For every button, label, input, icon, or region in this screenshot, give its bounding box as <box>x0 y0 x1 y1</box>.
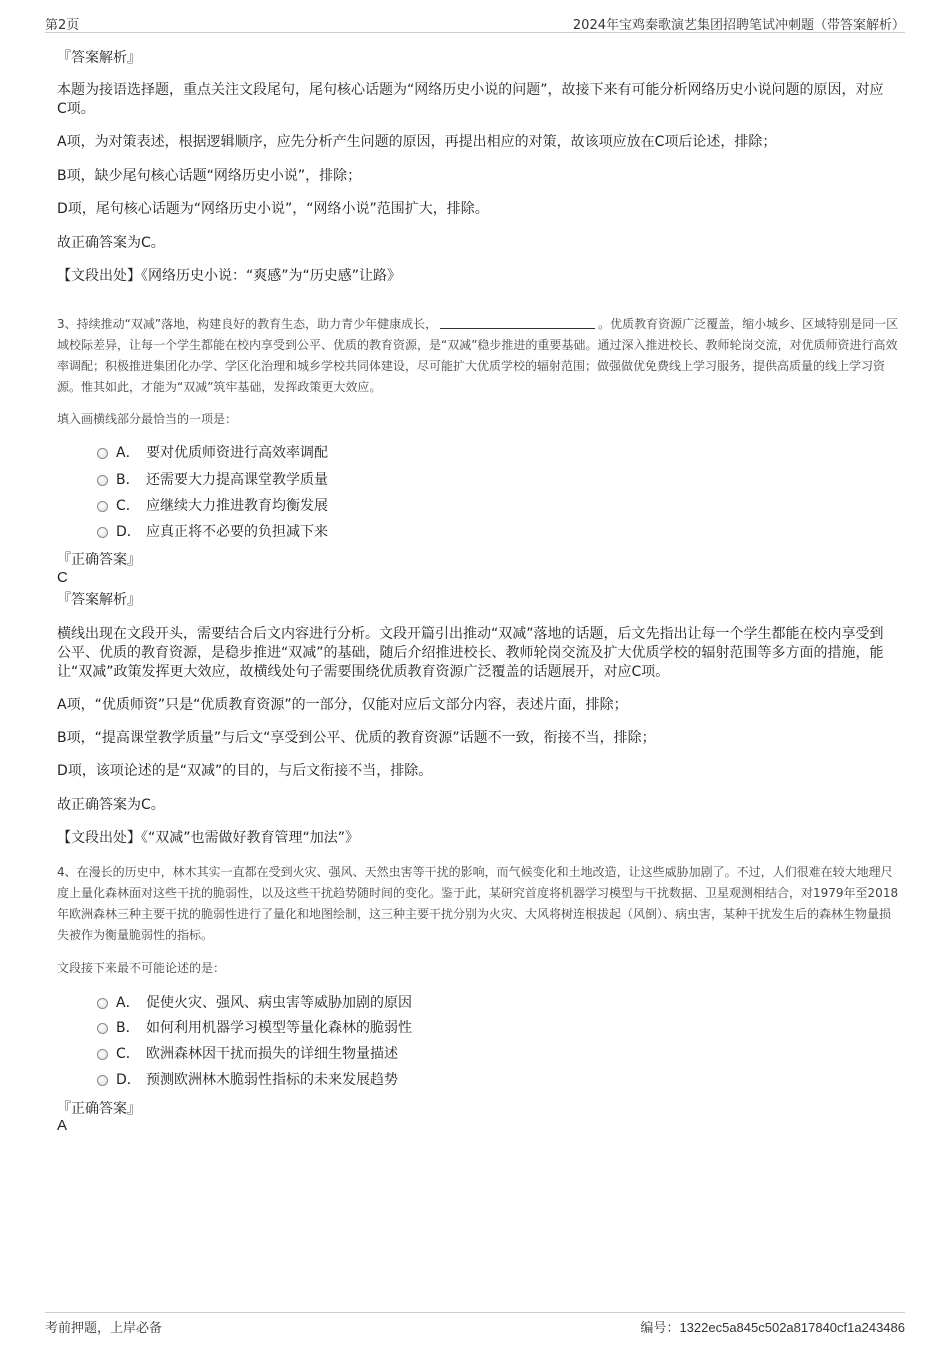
analysis-paragraph: D项，尾句核心话题为“网络历史小说”，“网络小说”范围扩大，排除。 <box>57 201 489 217</box>
radio-icon[interactable] <box>97 1049 108 1060</box>
analysis-conclusion: 故正确答案为C。 <box>57 235 165 251</box>
radio-icon[interactable] <box>97 1023 108 1034</box>
fill-blank <box>440 316 595 329</box>
document-id-value: 1322ec5a845c502a817840cf1a243486 <box>679 1320 905 1335</box>
footer-slogan: 考前押题，上岸必备 <box>45 1321 163 1336</box>
option-b[interactable]: B． 如何利用机器学习模型等量化森林的脆弱性 <box>97 1019 412 1037</box>
option-d[interactable]: D． 应真正将不必要的负担减下来 <box>97 523 328 541</box>
option-d[interactable]: D． 预测欧洲林木脆弱性指标的未来发展趋势 <box>97 1071 398 1089</box>
analysis-paragraph: D项，该项论述的是“双减”的目的，与后文衔接不当，排除。 <box>57 763 433 779</box>
answer-analysis-label: 『答案解析』 <box>57 592 141 608</box>
analysis-conclusion: 故正确答案为C。 <box>57 797 165 813</box>
correct-answer: A <box>57 1117 68 1134</box>
radio-icon[interactable] <box>97 1075 108 1086</box>
question-stem: 4、在漫长的历史中，林木其实一直都在受到火灾、强风、天然虫害等干扰的影响，而气候变化和土地改造，让这些威胁加剧了。不过，人们很难在较大地理尺度上量化森林面对这些干扰的脆弱性，以及这些干扰趋势随时间的变化。鉴于此，某研究首度将机器学习模型与干扰数据、卫星观测相结合，对1979年至2018年欧洲森林三种主要干扰的脆弱性进行了量化和地图绘制，这三种主要干扰分别为火灾、大风将树连根拔起（风倒）、病虫害，某种干扰发生后的森林生物量损失被作为衡量脆弱性的指标。 <box>57 865 899 942</box>
document-id <box>640 1317 905 1336</box>
radio-icon[interactable] <box>97 998 108 1009</box>
radio-icon[interactable] <box>97 475 108 486</box>
page-footer <box>45 1312 905 1335</box>
analysis-paragraph: B项，“提高课堂教学质量”与后文“享受到公平、优质的教育资源”话题不一致，衔接不当，排除； <box>57 730 656 746</box>
option-b[interactable]: B． 还需要大力提高课堂教学质量 <box>97 471 328 489</box>
stem-text: 3、持续推动“双减”落地，构建良好的教育生态，助力青少年健康成长， <box>57 317 438 331</box>
analysis-paragraph: B项，缺少尾句核心话题“网络历史小说”，排除； <box>57 168 362 184</box>
document-title: 2024年宝鸡秦歌演艺集团招聘笔试冲刺题（带答案解析） <box>572 18 905 33</box>
source-citation: 【文段出处】《网络历史小说：“爽感”为“历史感”让路》 <box>57 268 402 284</box>
correct-answer-label: 『正确答案』 <box>57 1101 141 1117</box>
analysis-paragraph: A项，“优质师资”只是“优质教育资源”的一部分，仅能对应后文部分内容，表述片面，排除； <box>57 697 628 713</box>
page-header <box>45 12 905 33</box>
analysis-paragraph: 本题为接语选择题，重点关注文段尾句，尾句核心话题为“网络历史小说的问题”，故接下来有可能分析网络历史小说问题的原因，对应C项。 <box>57 82 884 117</box>
option-c[interactable]: C． 欧洲森林因干扰而损失的详细生物量描述 <box>97 1045 398 1063</box>
stem-text: 。优质教育资源广泛覆盖，缩小城乡、区域特别是同一区域校际差异，让每一个学生都能在校内享受到公平、优质的教育资源，是“双减”稳步推进的重要基础。通过深入推进校长、教师轮岗交流，对优质师资进行高效率调配；积极推进集团化办学、学区化治理和城乡学校共同体建设，尽可能扩大优质学校的辐射范围；做强做优免费线上学习服务，提供高质量的线上学习资源。惟其如此，才能为“双减”筑牢基础，发挥政策更大效应。 <box>57 317 899 394</box>
option-c[interactable]: C． 应继续大力推进教育均衡发展 <box>97 497 328 515</box>
correct-answer-label: 『正确答案』 <box>57 552 141 568</box>
correct-answer: C <box>57 569 68 586</box>
question-stem <box>57 314 899 398</box>
radio-icon[interactable] <box>97 448 108 459</box>
question-prompt: 填入画横线部分最恰当的一项是： <box>57 412 238 426</box>
option-a[interactable]: A． 促使火灾、强风、病虫害等威胁加剧的原因 <box>97 994 412 1012</box>
question-prompt: 文段接下来最不可能论述的是： <box>57 961 226 975</box>
analysis-paragraph: 横线出现在文段开头，需要结合后文内容进行分析。文段开篇引出推动“双减”落地的话题，后文先指出让每一个学生都能在校内享受到公平、优质的教育资源，是稳步推进“双减”的基础，随后介绍推进校长、教师轮岗交流及扩大优质学校的辐射范围等多方面的措施，能让“双减”政策发挥更大效应，故横线处句子需要围绕优质教育资源广泛覆盖的话题展开，对应C项。 <box>57 626 884 680</box>
radio-icon[interactable] <box>97 527 108 538</box>
radio-icon[interactable] <box>97 501 108 512</box>
document-id-label: 编号： <box>640 1321 680 1336</box>
source-citation: 【文段出处】《“双减”也需做好教育管理“加法”》 <box>57 830 360 846</box>
answer-analysis-label: 『答案解析』 <box>57 50 141 66</box>
analysis-paragraph: A项，为对策表述，根据逻辑顺序，应先分析产生问题的原因，再提出相应的对策，故该项应放在C项后论述，排除； <box>57 134 777 150</box>
page-number: 第2页 <box>45 18 80 33</box>
option-a[interactable]: A． 要对优质师资进行高效率调配 <box>97 444 328 462</box>
